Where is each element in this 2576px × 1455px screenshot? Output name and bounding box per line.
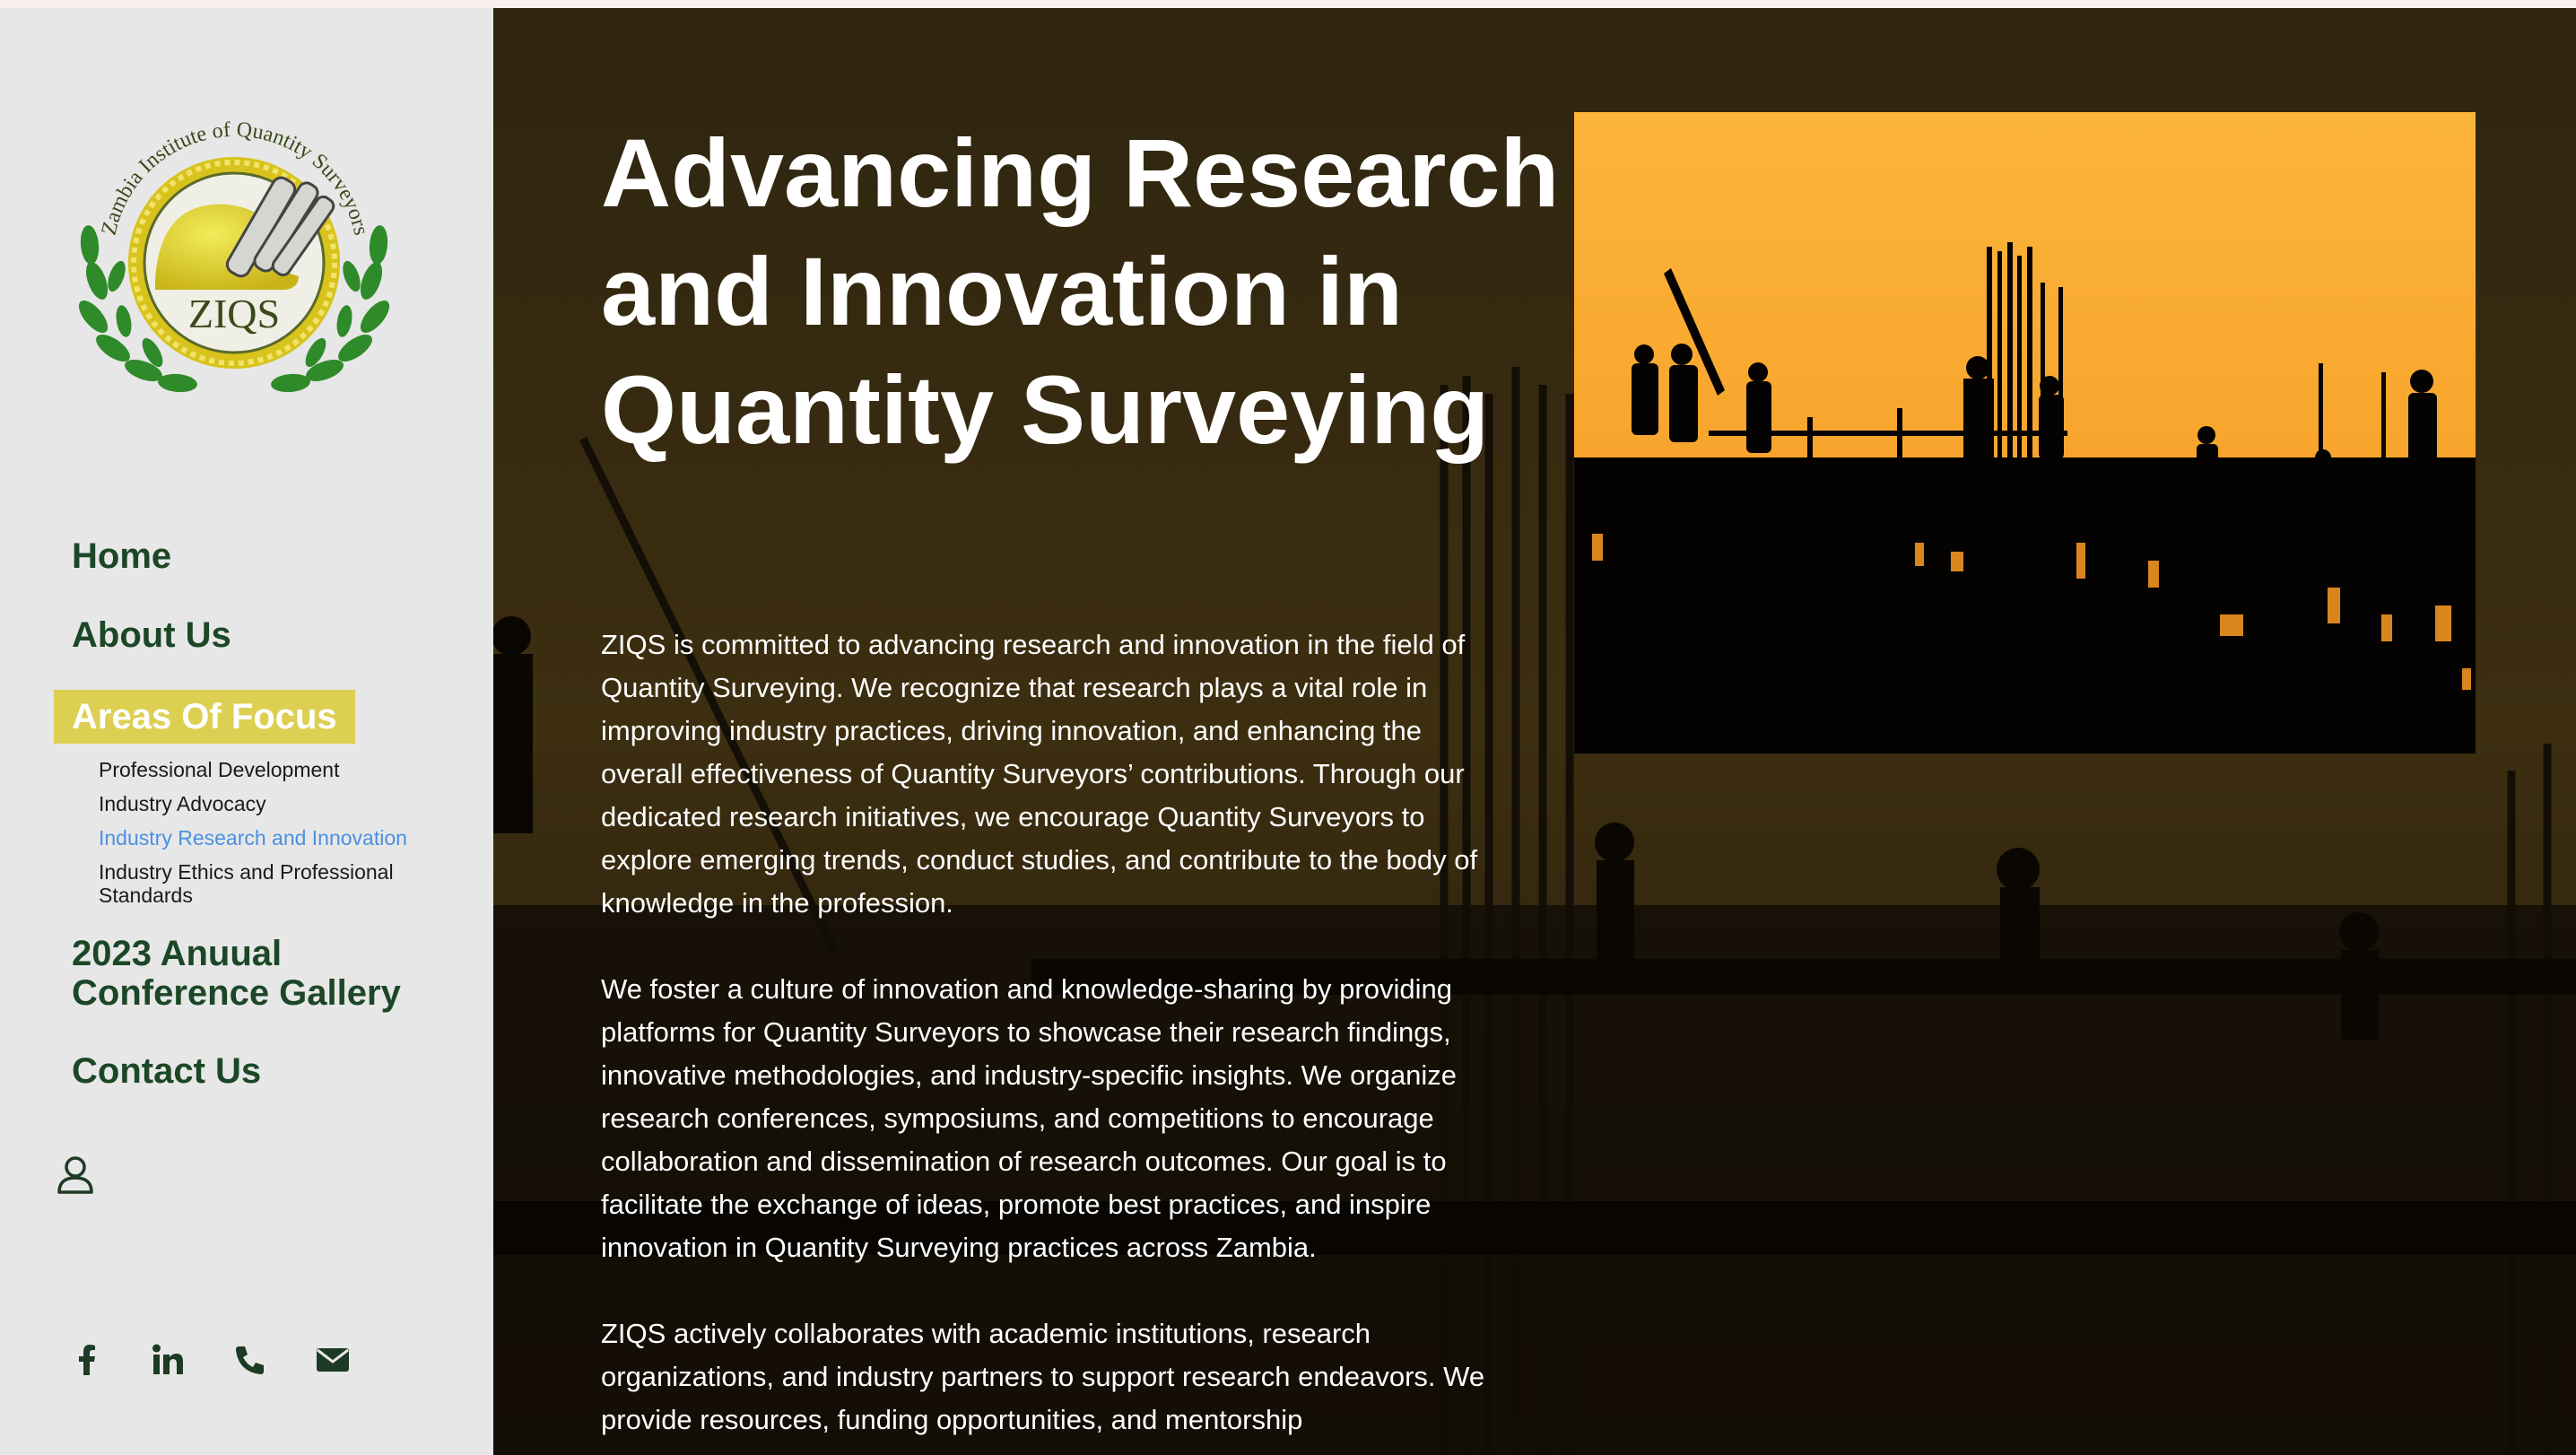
phone-icon[interactable] <box>230 1339 271 1381</box>
paragraph-2: We foster a culture of innovation and knowledge-sharing by providing platforms for Quantity Surveyors to showcase their research findings, innovative methodologies, and industry-specific insights. We organize research conferences, symposiums, and competitions to encourage collaboration and dissemination of research outcomes. Our goal is to facilitate the exchange of ideas, promote best practices, and inspire innovation in Quantity Surveying practices across Zambia. <box>601 973 1458 1263</box>
paragraph-1: ZIQS is committed to advancing research and innovation in the field of Quantity Surveying. We recognize that research plays a vital role in improving industry practices, driving innovation, and enhancing the overall effectiveness of Quantity Surveyors’ contributions. Through our dedicated research initiatives, we encourage Quantity Surveyors to explore emerging trends, conduct studies, and contribute to the body of knowledge in the profession. <box>601 629 1478 919</box>
nav-conference-gallery[interactable]: 2023 Anuual Conference Gallery <box>72 934 401 1013</box>
top-strip <box>0 0 2576 8</box>
ziqs-logo[interactable] <box>70 92 398 406</box>
subnav-industry-advocacy[interactable]: Industry Advocacy <box>99 792 266 815</box>
nav-home[interactable]: Home <box>72 536 172 576</box>
logo-abbr: ZIQS <box>187 291 281 336</box>
page-title: Advancing Research and Innovation in Quantity Surveying <box>601 118 1560 464</box>
nav-about-us[interactable]: About Us <box>72 615 231 655</box>
facebook-icon[interactable] <box>66 1339 108 1381</box>
nav-contact-us[interactable]: Contact Us <box>72 1051 262 1091</box>
subnav-industry-ethics[interactable]: Industry Ethics and Professional Standards <box>99 860 394 907</box>
email-icon[interactable] <box>312 1339 353 1381</box>
main-content <box>493 8 2576 1455</box>
paragraph-3: ZIQS actively collaborates with academic institutions, research organizations, and industry partners to support research endeavors. We provide resources, funding opportunities, and mentorship <box>601 1318 1485 1435</box>
subnav-industry-research-innovation[interactable]: Industry Research and Innovation <box>99 826 407 849</box>
sidebar <box>0 8 493 1455</box>
linkedin-icon[interactable] <box>147 1339 188 1381</box>
nav-areas-of-focus[interactable]: Areas Of Focus <box>54 690 355 744</box>
construction-workers-silhouette-image <box>1574 112 2476 754</box>
user-icon[interactable] <box>56 1154 95 1196</box>
logo-arc-text: Zambia Institute of Quantity Surveyors <box>97 118 373 238</box>
subnav-professional-development[interactable]: Professional Development <box>99 758 340 781</box>
